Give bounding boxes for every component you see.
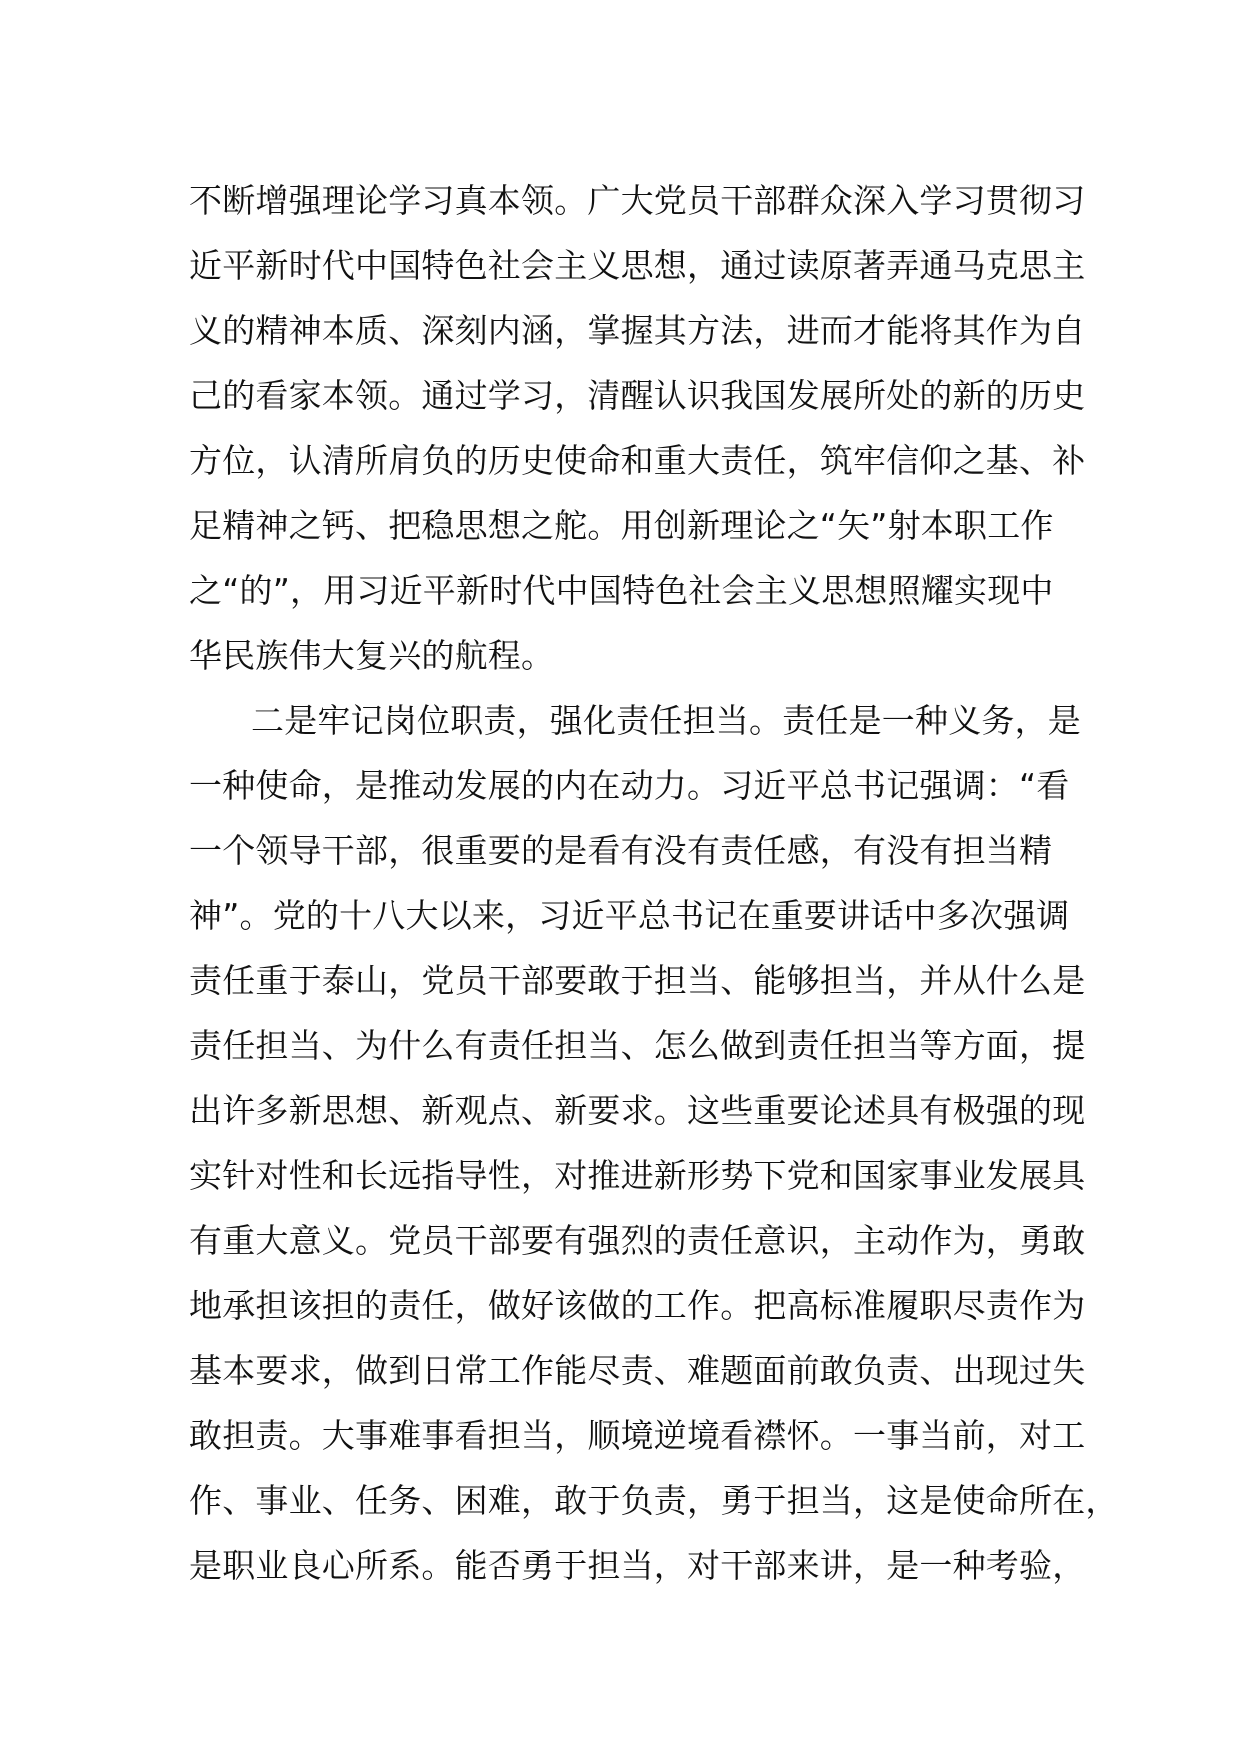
text-line: 基本要求，做到日常工作能尽责、难题面前敢负责、出现过失: [189, 1351, 1086, 1390]
text-line: 实针对性和长远指导性，对推进新形势下党和国家事业发展具: [189, 1156, 1086, 1195]
text-line: 华民族伟大复兴的航程。: [189, 636, 555, 675]
paragraph-1: [189, 168, 1086, 688]
text-line: 近平新时代中国特色社会主义思想，通过读原著弄通马克思主: [189, 246, 1086, 285]
text-line: 敢担责。大事难事看担当，顺境逆境看襟怀。一事当前，对工: [189, 1416, 1086, 1455]
text-line: 是职业良心所系。能否勇于担当，对干部来讲，是一种考验，: [189, 1546, 1086, 1585]
text-line: 一种使命，是推动发展的内在动力。习近平总书记强调：“看: [189, 766, 1070, 805]
text-line: 神”。党的十八大以来，习近平总书记在重要讲话中多次强调: [189, 896, 1070, 935]
text-line: 责任重于泰山，党员干部要敢于担当、能够担当，并从什么是: [189, 961, 1086, 1000]
text-line: 二是牢记岗位职责，强化责任担当。责任是一种义务，是: [251, 701, 1081, 740]
text-line: 己的看家本领。通过学习，清醒认识我国发展所处的新的历史: [189, 376, 1086, 415]
text-line: 之“的”，用习近平新时代中国特色社会主义思想照耀实现中: [189, 571, 1054, 610]
text-line: 有重大意义。党员干部要有强烈的责任意识，主动作为，勇敢: [189, 1221, 1086, 1260]
text-line: 一个领导干部，很重要的是看有没有责任感，有没有担当精: [189, 831, 1053, 870]
text-line: 作、事业、任务、困难，敢于负责，勇于担当，这是使命所在，: [189, 1481, 1119, 1520]
text-line: 义的精神本质、深刻内涵，掌握其方法，进而才能将其作为自: [189, 311, 1086, 350]
text-line: 地承担该担的责任，做好该做的工作。把高标准履职尽责作为: [189, 1286, 1086, 1325]
text-line: 足精神之钙、把稳思想之舵。用创新理论之“矢”射本职工作: [189, 506, 1054, 545]
text-line: 不断增强理论学习真本领。广大党员干部群众深入学习贯彻习: [189, 181, 1086, 220]
text-line: 责任担当、为什么有责任担当、怎么做到责任担当等方面，提: [189, 1026, 1086, 1065]
document-body: [189, 168, 1119, 1598]
text-line: 方位，认清所肩负的历史使命和重大责任，筑牢信仰之基、补: [189, 441, 1086, 480]
paragraph-2: [189, 688, 1119, 1598]
text-line: 出许多新思想、新观点、新要求。这些重要论述具有极强的现: [189, 1091, 1086, 1130]
